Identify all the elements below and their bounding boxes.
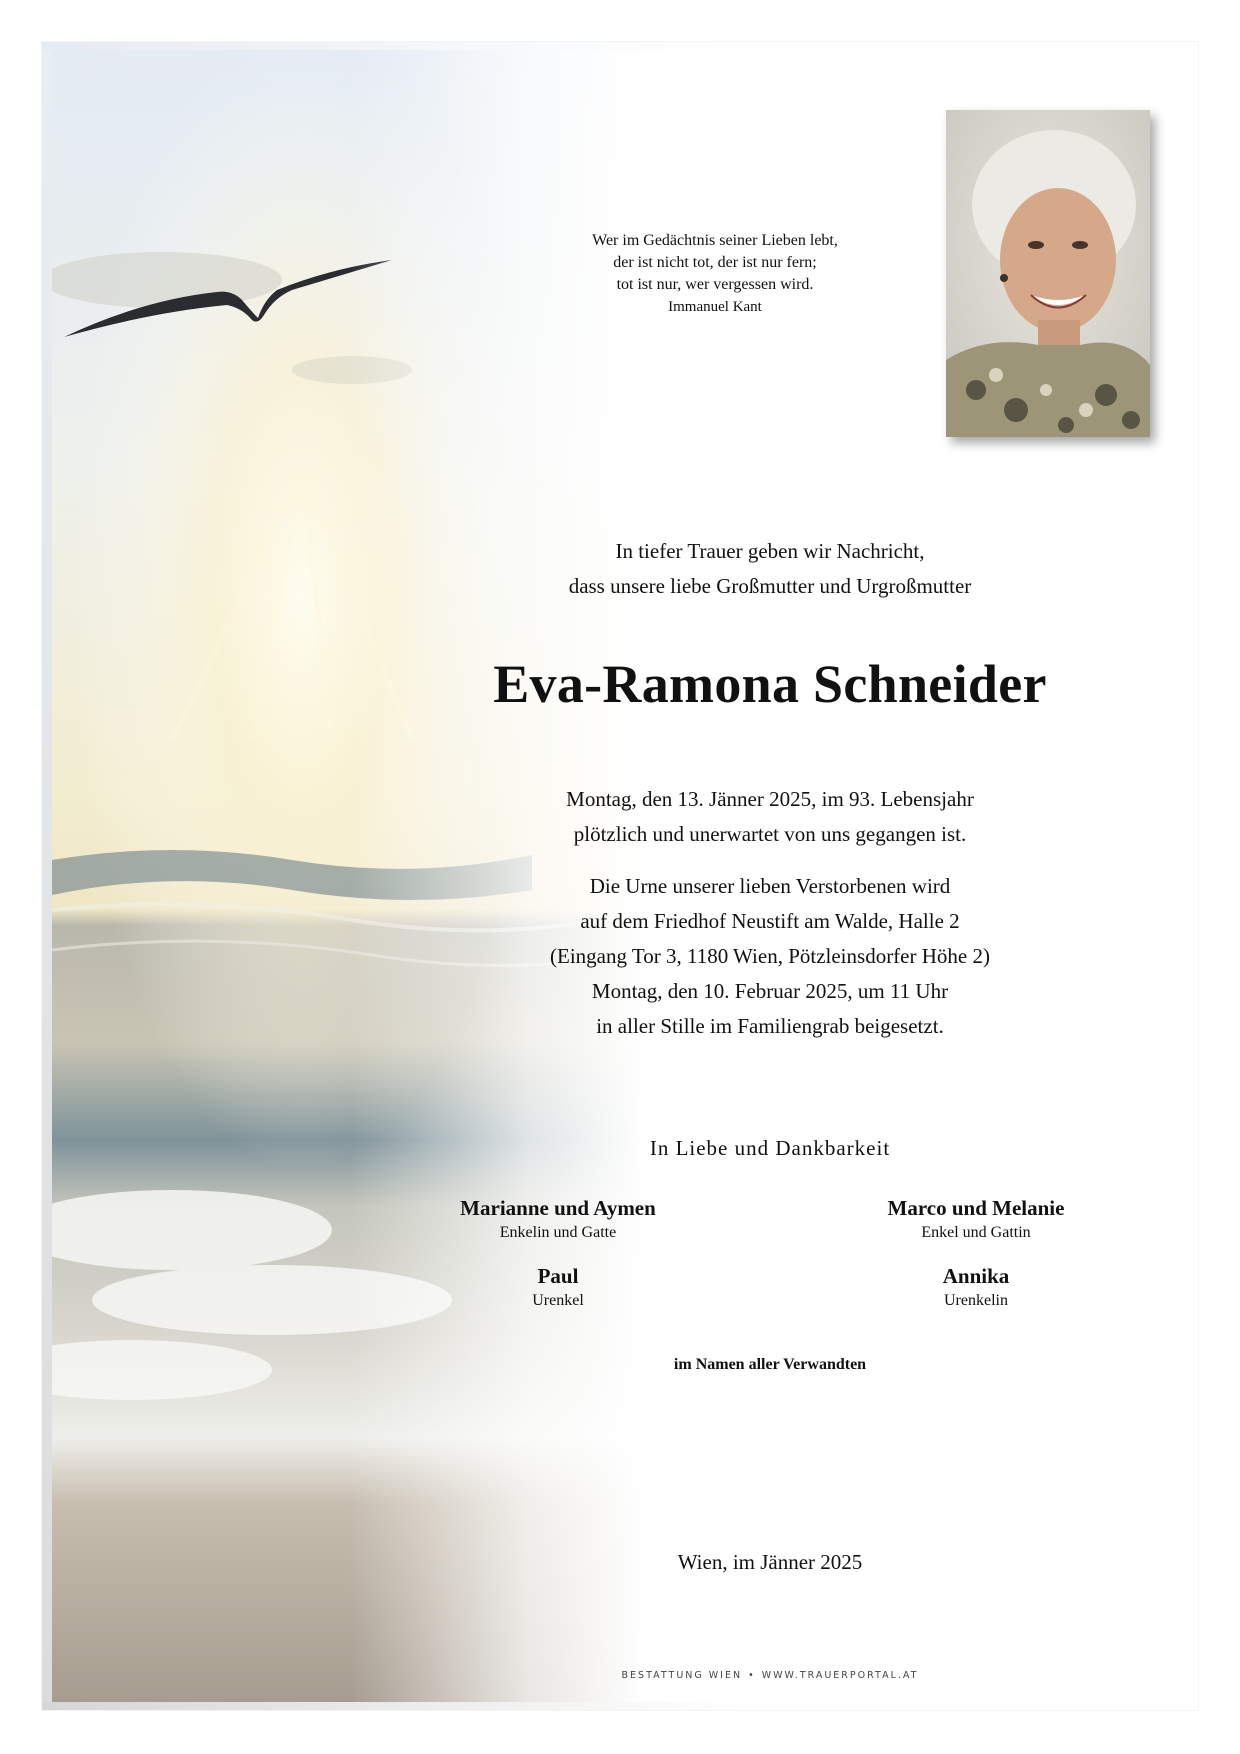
footer-separator: • <box>748 1670 756 1681</box>
burial-line: (Eingang Tor 3, 1180 Wien, Pötzleinsdorfer Höhe 2) <box>550 944 990 968</box>
footer-website-link[interactable]: WWW.TRAUERPORTAL.AT <box>761 1670 919 1681</box>
mourner-relation: Urenkelin <box>944 1292 1008 1309</box>
frame-top-edge <box>42 42 722 50</box>
burial-line: auf dem Friedhof Neustift am Walde, Halle 2 <box>580 909 960 933</box>
burial-details <box>480 869 1060 1044</box>
deceased-name: Eva-Ramona Schneider <box>493 654 1047 714</box>
burial-line: in aller Stille im Familiengrab beigesetzt. <box>596 1014 944 1038</box>
place-and-date: Wien, im Jänner 2025 <box>677 1550 863 1574</box>
mourner-relation: Enkel und Gattin <box>921 1224 1031 1241</box>
frame-bottom-edge <box>42 1702 742 1710</box>
memorial-quote <box>480 230 950 318</box>
death-notice <box>480 782 1060 852</box>
relatives-signature: im Namen aller Verwandten <box>673 1356 867 1373</box>
mourner-name: Paul <box>537 1264 579 1288</box>
mourner-relation: Enkelin und Gatte <box>499 1224 617 1241</box>
mourner-name: Marco und Melanie <box>887 1196 1065 1220</box>
mourner-entry <box>836 1262 1116 1312</box>
intro-line: dass unsere liebe Großmutter und Urgroßmutter <box>568 574 972 598</box>
quote-author: Immanuel Kant <box>668 299 762 315</box>
footer-company: BESTATTUNG WIEN <box>621 1670 743 1681</box>
mourner-entry <box>418 1262 698 1312</box>
gratitude-heading: In Liebe und Dankbarkeit <box>649 1136 891 1160</box>
burial-line: Montag, den 10. Februar 2025, um 11 Uhr <box>591 979 949 1003</box>
mourner-entry <box>418 1194 698 1244</box>
burial-line: Die Urne unserer lieben Verstorbenen wird <box>589 874 951 898</box>
mourner-relation: Urenkel <box>532 1292 584 1309</box>
quote-line: Wer im Gedächtnis seiner Lieben lebt, <box>592 232 838 249</box>
mourner-name: Marianne und Aymen <box>460 1196 656 1220</box>
frame-left-edge <box>42 42 52 1710</box>
intro-line: In tiefer Trauer geben wir Nachricht, <box>615 539 925 563</box>
mourner-entry <box>836 1194 1116 1244</box>
portrait-photo <box>946 110 1150 437</box>
footer-credit <box>520 1670 1020 1681</box>
death-line: Montag, den 13. Jänner 2025, im 93. Lebensjahr <box>566 787 974 811</box>
quote-line: tot ist nur, wer vergessen wird. <box>616 276 814 293</box>
death-line: plötzlich und unerwartet von uns gegangen ist. <box>573 822 967 846</box>
intro-text <box>480 534 1060 604</box>
mourner-name: Annika <box>942 1264 1010 1288</box>
quote-line: der ist nicht tot, der ist nur fern; <box>613 254 817 271</box>
